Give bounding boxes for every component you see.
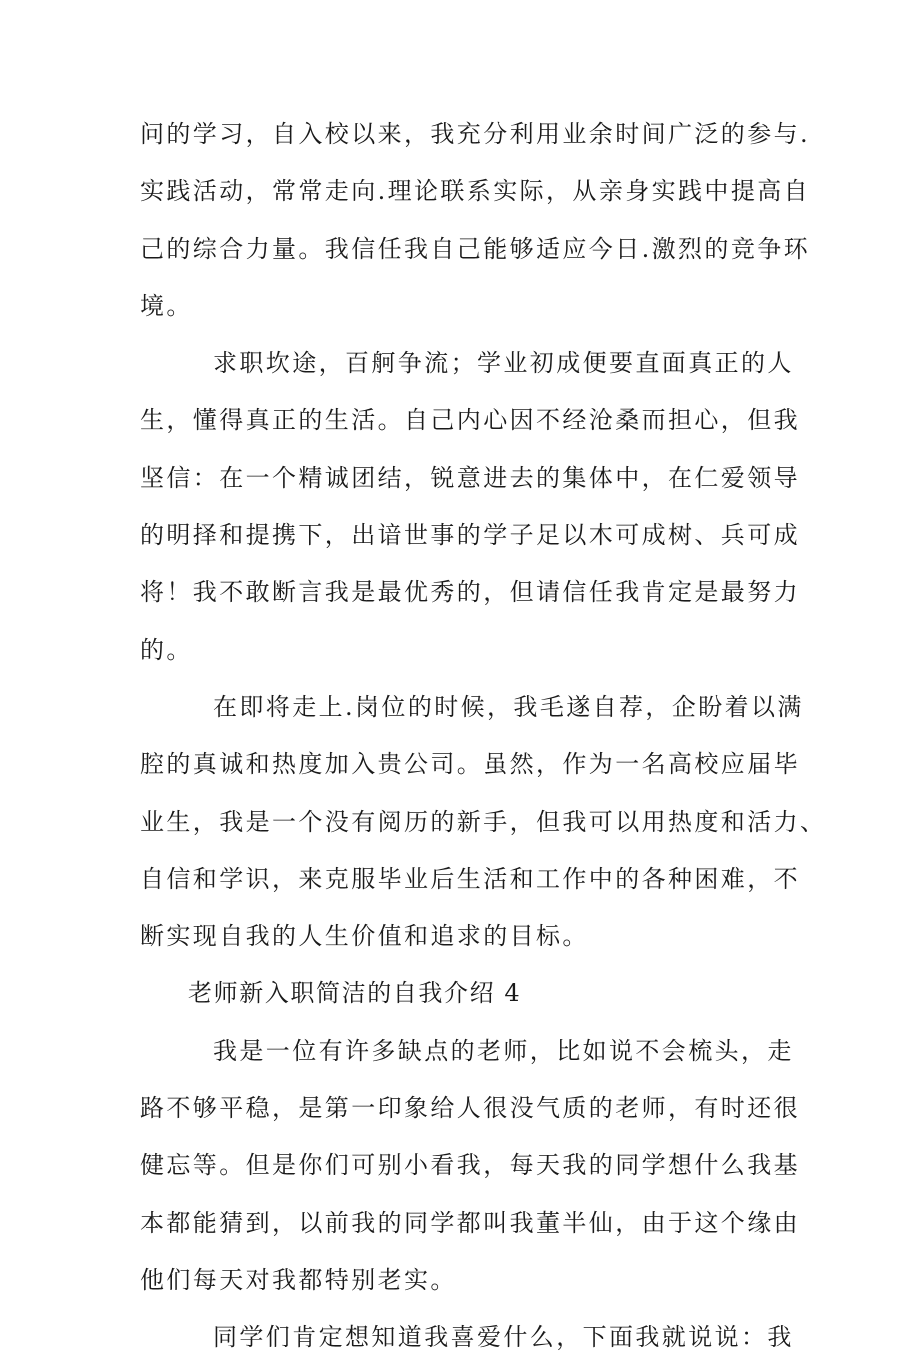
text-line: 境。 bbox=[140, 291, 193, 320]
text-line: 腔的真诚和热度加入贵公司。虽然，作为一名高校应届毕 bbox=[140, 750, 800, 779]
paragraph-first-line: 我是一位有许多缺点的老师，比如说不会梳头，走 bbox=[213, 1036, 794, 1065]
text-line: 健忘等。但是你们可别小看我，每天我的同学想什么我基 bbox=[140, 1151, 800, 1180]
text-line: 的。 bbox=[140, 635, 193, 664]
text-line: 将！我不敢断言我是最优秀的，但请信任我肯定是最努力 bbox=[140, 578, 800, 607]
text-line: 坚信：在一个精诚团结，锐意进去的集体中，在仁爱领导 bbox=[140, 463, 800, 492]
text-line: 路不够平稳，是第一印象给人很没气质的老师，有时还很 bbox=[140, 1094, 800, 1123]
text-line: 的明择和提携下，出谙世事的学子足以木可成树、兵可成 bbox=[140, 521, 800, 550]
text-line: 实践活动，常常走向.理论联系实际，从亲身实践中提高自 bbox=[140, 177, 811, 206]
paragraph-first-line: 在即将走上.岗位的时候，我毛遂自荐，企盼着以满 bbox=[213, 692, 804, 721]
paragraph-first-line: 求职坎途，百舸争流；学业初成便要直面真正的人 bbox=[213, 349, 794, 378]
text-line: 己的综合力量。我信任我自己能够适应今日.激烈的竞争环 bbox=[140, 234, 811, 263]
document-page bbox=[140, 106, 827, 1367]
text-line: 业生，我是一个没有阅历的新手，但我可以用热度和活力、 bbox=[140, 807, 827, 836]
text-line: 问的学习，自入校以来，我充分利用业余时间广泛的参与. bbox=[140, 120, 811, 148]
text-line: 本都能猜到，以前我的同学都叫我董半仙，由于这个缘由 bbox=[140, 1208, 800, 1237]
paragraph-first-line: 同学们肯定想知道我喜爱什么，下面我就说说：我 bbox=[213, 1323, 794, 1352]
text-line: 生，懂得真正的生活。自己内心因不经沧桑而担心，但我 bbox=[140, 406, 800, 435]
text-line: 自信和学识，来克服毕业后生活和工作中的各种困难，不 bbox=[140, 864, 800, 893]
text-line: 他们每天对我都特别老实。 bbox=[140, 1265, 457, 1294]
section-heading: 老师新入职简洁的自我介绍 4 bbox=[188, 979, 522, 1008]
text-line: 断实现自我的人生价值和追求的目标。 bbox=[140, 922, 589, 951]
